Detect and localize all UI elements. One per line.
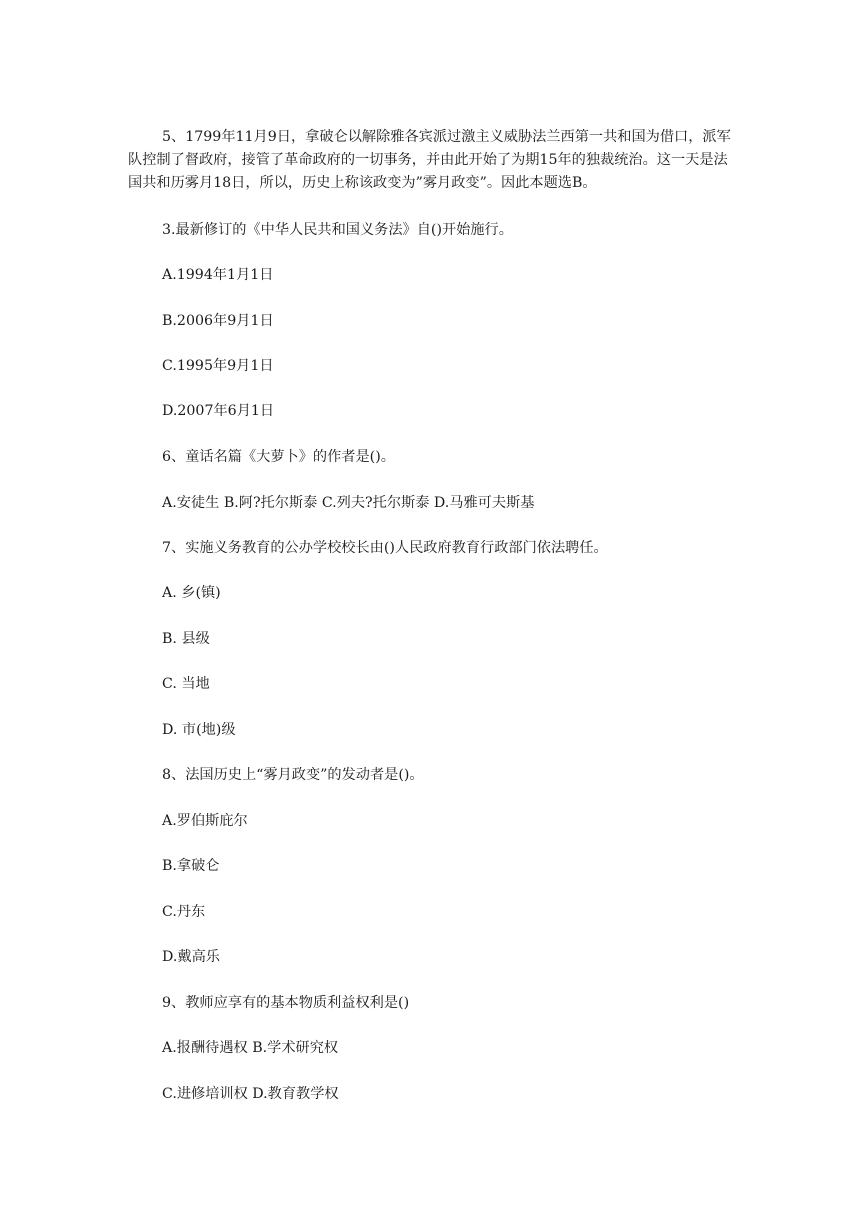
question-7-option-d: D. 市(地)级: [162, 722, 236, 738]
question-3-option-a: A.1994年1月1日: [162, 267, 274, 283]
question-7-option-c: C. 当地: [162, 676, 210, 692]
question-7-stem: 7、实施义务教育的公办学校校长由()人民政府教育行政部门依法聘任。: [162, 540, 608, 556]
question-3-option-c: C.1995年9月1日: [162, 358, 274, 374]
question-8-stem: 8、法国历史上“雾月政变”的发动者是()。: [162, 767, 424, 783]
question-9-options-ab: A.报酬待遇权 B.学术研究权: [162, 1040, 339, 1056]
answer-explanation-paragraph: 5、1799年11月9日，拿破仑以解除雅各宾派过激主义威胁法兰西第一共和国为借口，派军队控制了督政府，接管了革命政府的一切事务，并由此开始了为期15年的独裁统治。这一天是法国共和历雾月18日，所以，历史上称该政变为”雾月政变”。因此本题选B。: [128, 129, 731, 191]
question-3-stem: 3.最新修订的《中华人民共和国义务法》自()开始施行。: [162, 222, 513, 238]
question-7-option-b: B. 县级: [162, 631, 210, 647]
question-9-options-cd: C.进修培训权 D.教育教学权: [162, 1086, 339, 1102]
question-9-stem: 9、教师应享有的基本物质利益权利是(): [162, 995, 410, 1011]
question-6-options: A.安徒生 B.阿?托尔斯泰 C.列夫?托尔斯泰 D.马雅可夫斯基: [162, 495, 535, 511]
question-7-option-a: A. 乡(镇): [162, 585, 221, 601]
question-8-option-d: D.戴高乐: [162, 949, 220, 965]
question-3-option-b: B.2006年9月1日: [162, 313, 274, 329]
question-8-option-c: C.丹东: [162, 904, 206, 920]
question-3-option-d: D.2007年6月1日: [162, 403, 275, 419]
question-6-stem: 6、童话名篇《大萝卜》的作者是()。: [162, 449, 395, 465]
question-8-option-b: B.拿破仑: [162, 858, 220, 874]
question-8-option-a: A.罗伯斯庇尔: [162, 813, 248, 829]
